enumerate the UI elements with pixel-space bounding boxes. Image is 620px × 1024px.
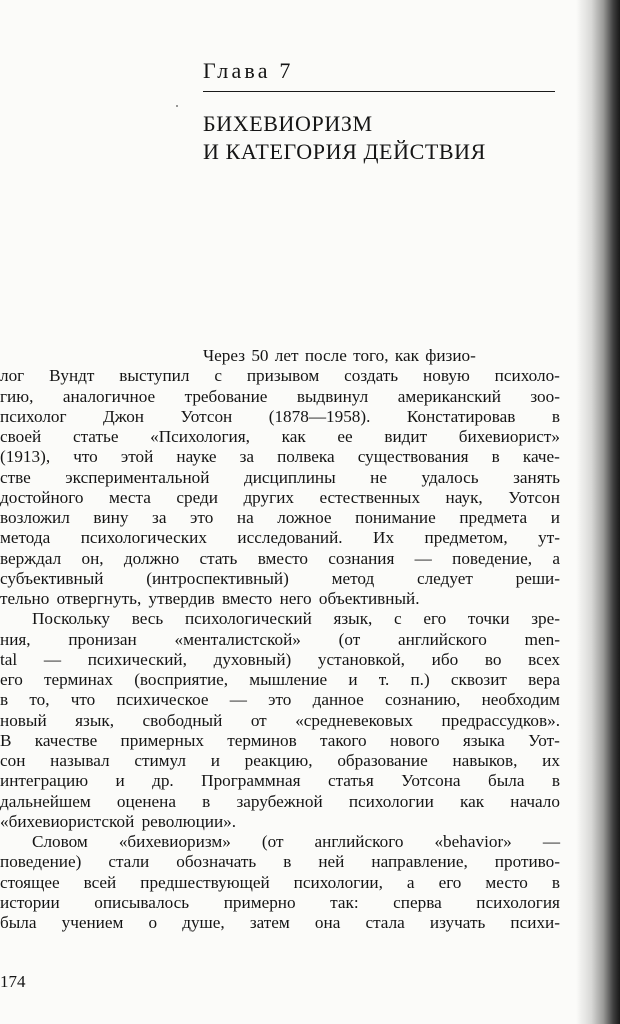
- text-line: гию, аналогичное требование выдвинул американский зоо-: [0, 386, 560, 406]
- text-line: психолог Джон Уотсон (1878—1958). Констатировав в: [0, 406, 560, 426]
- text-line: его терминах (восприятие, мышление и т. п.) сквозит вера: [0, 670, 560, 689]
- text-line: ния, пронизан «менталистской» (от английского men-: [0, 629, 560, 649]
- text-line: дальнейшем оценена в зарубежной психологии как начало: [0, 791, 560, 811]
- text-line: возложил вину за это на ложное понимание предмета и: [0, 508, 560, 527]
- text-line: была учением о душе, затем она стала изучать психи-: [0, 913, 560, 932]
- text-line: новый язык, свободный от «средневековых предрассудков».: [0, 710, 560, 730]
- text-line: поведение) стали обозначать в ней направление, противо-: [0, 852, 560, 872]
- page-number: 174: [0, 972, 26, 991]
- text-line: В качестве примерных терминов такого нового языка Уот-: [0, 730, 560, 750]
- text-line: Через 50 лет после того, как физио-: [203, 346, 476, 365]
- header-rule: [203, 91, 555, 92]
- chapter-title-line-1: БИХЕВИОРИЗМ: [203, 111, 373, 136]
- text-line: Словом «бихевиоризм» (от английского «behavior» —: [32, 832, 560, 851]
- text-line: истории описывалось примерно так: сперва психология: [0, 892, 560, 912]
- chapter-label: Глава 7: [203, 58, 294, 83]
- text-line: tal — психический, духовный) установкой, ибо во всех: [0, 649, 560, 669]
- text-line: стоящее всей предшествующей психологии, а его место в: [0, 872, 560, 892]
- text-line: достойного места среди других естественных наук, Уотсон: [0, 487, 560, 507]
- binding-shadow: [576, 0, 620, 1024]
- text-line: своей статье «Психология, как ее видит бихевиорист»: [0, 427, 560, 446]
- text-line: сон называл стимул и реакцию, образование навыков, их: [0, 751, 560, 770]
- text-line: субъективный (интроспективный) метод следует реши-: [0, 568, 560, 588]
- text-line: лог Вундт выступил с призывом создать новую психоло-: [0, 366, 560, 386]
- body-text: [0, 346, 560, 933]
- text-line: стве экспериментальной дисциплины не удалось занять: [0, 467, 560, 487]
- text-line: верждал он, должно стать вместо сознания — поведение, а: [0, 548, 560, 568]
- text-line: метода психологических исследований. Их предметом, ут-: [0, 528, 560, 548]
- text-line: интеграцию и др. Программная статья Уотсона была в: [0, 771, 560, 791]
- text-line: Поскольку весь психологический язык, с его точки зре-: [32, 609, 560, 629]
- text-line: «бихевиористской революции».: [0, 811, 237, 831]
- chapter-title: [203, 110, 486, 166]
- chapter-title-line-2: И КАТЕГОРИЯ ДЕЙСТВИЯ: [203, 139, 486, 164]
- text-line: в то, что психическое — это данное сознанию, необходим: [0, 690, 560, 710]
- text-line: (1913), что этой науке за полвека существования в каче-: [0, 447, 560, 467]
- print-speck: [176, 105, 178, 107]
- text-line: тельно отвергнуть, утвердив вместо него объективный.: [0, 589, 420, 608]
